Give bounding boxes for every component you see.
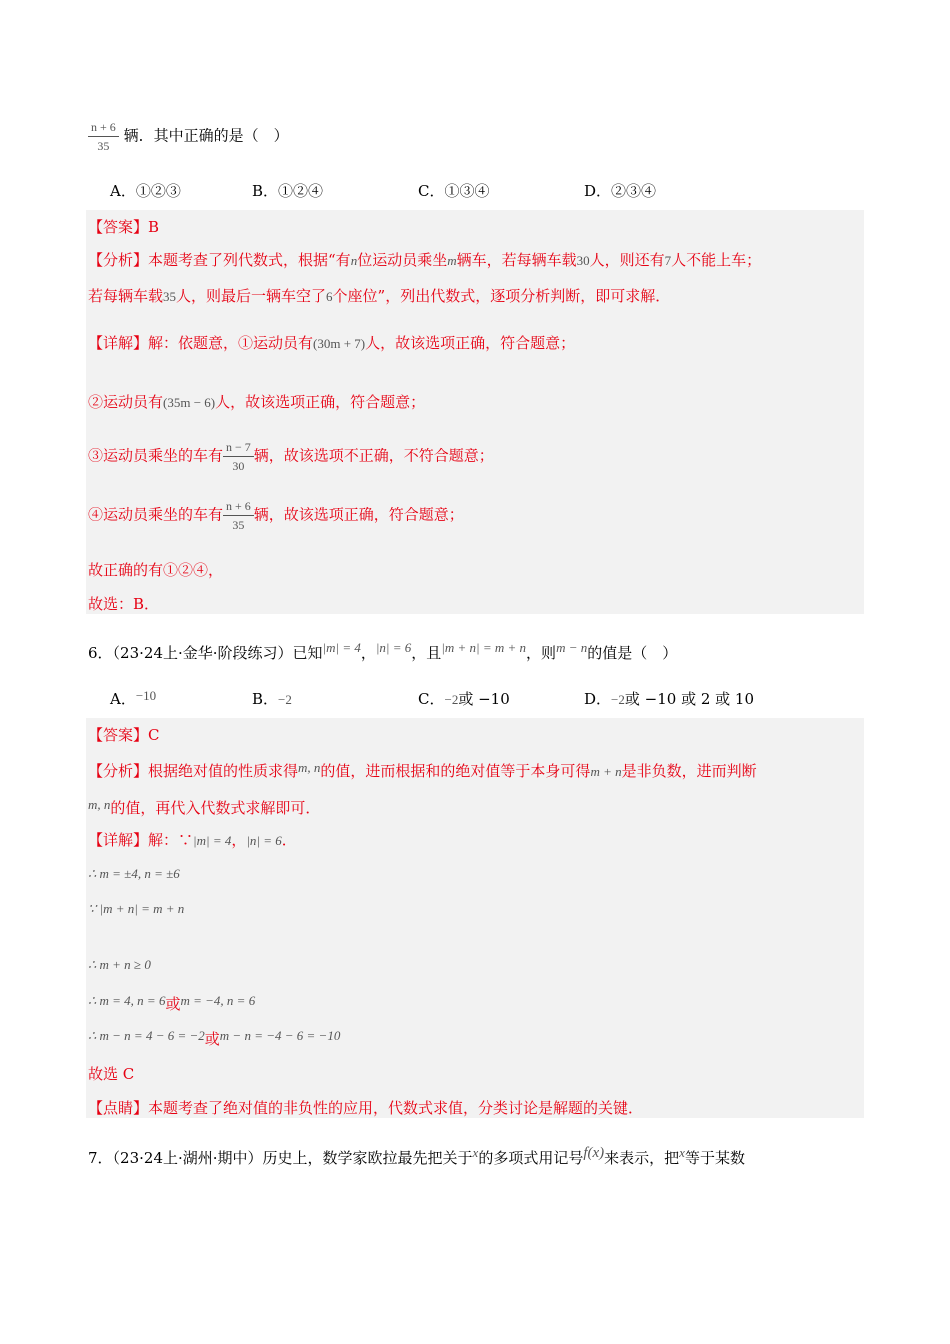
q6-step4: ∴ m = 4, n = 6或m = −4, n = 6 <box>88 993 256 1013</box>
q6-analysis-line1: 【分析】根据绝对值的性质求得m, n的值，进而根据和的绝对值等于本身可得m + n是非负数，进而判断 <box>88 760 757 780</box>
q5-detail-line1: 【详解】解：依题意，①运动员有(30m + 7)人，故该选项正确，符合题意； <box>88 334 576 352</box>
q6-step3: ∴ m + n ≥ 0 <box>88 957 151 972</box>
q6-analysis-line2: m, n的值，再代入代数式求解即可． <box>88 797 321 817</box>
q5-option-d: D．②③④ <box>584 182 657 200</box>
q6-option-d: D．−2或 −10 或 2 或 10 <box>584 690 755 708</box>
q5-detail-line4: ④运动员乘坐的车有 $\frac{n + 6}{35}$ 辆，故该选项正确，符合题意； <box>88 499 464 532</box>
q6-choose: 故选 C <box>88 1065 135 1083</box>
q5-analysis-line2: 若每辆车载35人，则最后一辆车空了6个座位”，列出代数式，逐项分析判断，即可求解． <box>88 287 671 305</box>
top-line-text: 辆．其中正确的是（ ） <box>123 126 289 145</box>
q5-detail-line6: 故选：B． <box>88 595 160 613</box>
q5-analysis-line1: 【分析】本题考查了列代数式，根据“有n位运动员乘坐m辆车，若每辆车载30人，则还有7人不能上车； <box>88 251 762 269</box>
q6-step5: ∴ m − n = 4 − 6 = −2或m − n = −4 − 6 = −10 <box>88 1028 341 1048</box>
q6-step1: ∴ m = ±4, n = ±6 <box>88 866 180 881</box>
q5-option-b: B．①②④ <box>252 182 324 200</box>
q5-detail-line2: ②运动员有(35m − 6)人，故该选项正确，符合题意； <box>88 393 426 411</box>
q5-detail-line3: ③运动员乘坐的车有 $\frac{n - 7}{30}$ 辆，故该选项不正确，不符合题意； <box>88 440 494 473</box>
q6-detail-line1: 【详解】解：∵|m| = 4，|n| = 6． <box>88 831 297 849</box>
q5-option-a: A．①②③ <box>110 182 181 200</box>
q6-option-c: C．−2或 −10 <box>418 690 510 708</box>
top-line <box>88 118 289 155</box>
q6-step2: ∵ |m + n| = m + n <box>88 901 185 916</box>
q5-answer: 【答案】B <box>88 218 160 236</box>
q6-option-b: B．−2 <box>252 690 292 708</box>
top-fraction: $\frac{n + 6}{35}$ <box>88 118 119 155</box>
q6-stem: 6．（23·24上·金华·阶段练习）已知|m| = 4，|n| = 6，且|m + n| = m + n，则m − n的值是（ ） <box>88 640 678 662</box>
q6-option-a: A．−10 <box>110 688 157 708</box>
q7-stem: 7．（23·24上·湖州·期中）历史上，数学家欧拉最先把关于x的多项式用记号f(x)来表示，把x等于某数 <box>88 1145 745 1167</box>
q6-note: 【点睛】本题考查了绝对值的非负性的应用，代数式求值，分类讨论是解题的关键． <box>88 1099 644 1117</box>
q5-option-c: C．①③④ <box>418 182 490 200</box>
q5-detail-line5: 故正确的有①②④， <box>88 561 224 579</box>
q6-answer: 【答案】C <box>88 726 160 744</box>
